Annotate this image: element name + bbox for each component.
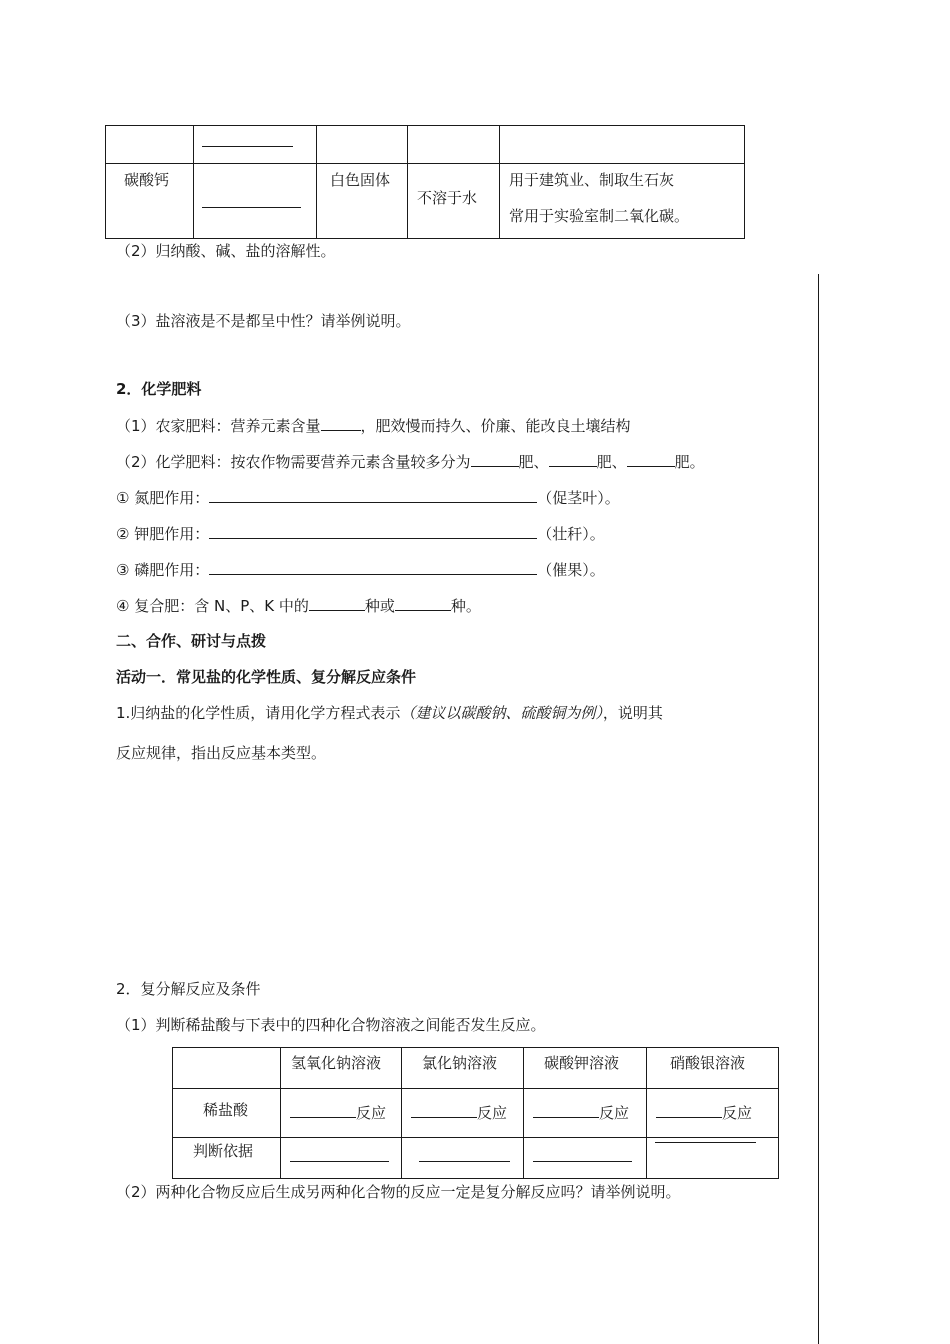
header-text: 硝酸银溶液 bbox=[670, 1054, 746, 1072]
text: 1.归纳盐的化学性质，请用化学方程式表示 bbox=[116, 704, 401, 722]
text: ② 钾肥作用： bbox=[116, 525, 210, 543]
answer-cell bbox=[281, 1138, 402, 1179]
text: ③ 磷肥作用： bbox=[116, 561, 210, 579]
answer-line bbox=[533, 1103, 629, 1122]
header-text: 氢氧化钠溶液 bbox=[291, 1054, 382, 1072]
item2-question1: （1）判断稀盐酸与下表中的四种化合物溶液之间能否发生反应。 bbox=[116, 1016, 546, 1034]
formula-blank[interactable] bbox=[202, 207, 301, 208]
table-header-cell bbox=[647, 1048, 779, 1089]
fill-blank[interactable] bbox=[533, 1161, 632, 1162]
text-italic: （建议以碳酸钠、硫酸铜为例） bbox=[400, 704, 603, 722]
fill-blank[interactable] bbox=[209, 488, 537, 503]
answer-cell bbox=[647, 1089, 779, 1138]
formula-blank[interactable] bbox=[202, 146, 293, 147]
text: 肥。 bbox=[674, 453, 705, 471]
fill-blank[interactable] bbox=[395, 596, 451, 611]
fill-blank[interactable] bbox=[209, 524, 537, 539]
answer-line bbox=[411, 1103, 507, 1122]
item1-line1 bbox=[116, 704, 663, 722]
table-header-cell bbox=[281, 1048, 402, 1089]
table-cell-name bbox=[106, 126, 194, 164]
table-cell-uses bbox=[500, 164, 745, 239]
fill-blank[interactable] bbox=[290, 1161, 389, 1162]
answer-cell bbox=[524, 1089, 647, 1138]
row-label: 稀盐酸 bbox=[203, 1101, 249, 1119]
table-header-cell bbox=[524, 1048, 647, 1089]
table-cell-uses bbox=[500, 126, 745, 164]
text: ，肥效慢而持久、价廉、能改良土壤结构 bbox=[360, 417, 631, 435]
fill-blank[interactable] bbox=[290, 1103, 356, 1118]
fill-blank[interactable] bbox=[656, 1103, 722, 1118]
table-cell-appearance bbox=[317, 164, 408, 239]
text: 肥、 bbox=[518, 453, 549, 471]
nitrogen-line bbox=[116, 488, 620, 507]
table-header-cell bbox=[402, 1048, 524, 1089]
table-cell-name bbox=[106, 164, 194, 239]
text: （2）化学肥料：按农作物需要营养元素含量较多分为 bbox=[116, 453, 471, 471]
table-row bbox=[106, 164, 745, 239]
text: ④ 复合肥：含 N、P、K 中的 bbox=[116, 597, 309, 615]
answer-cell bbox=[402, 1138, 524, 1179]
text: 反应 bbox=[722, 1104, 753, 1122]
table-cell-solubility bbox=[408, 164, 500, 239]
fill-blank[interactable] bbox=[655, 1142, 756, 1143]
fill-blank[interactable] bbox=[209, 560, 537, 575]
fill-blank[interactable] bbox=[321, 416, 361, 431]
fill-blank[interactable] bbox=[549, 452, 597, 467]
row-label-cell bbox=[173, 1089, 281, 1138]
table-header-cell bbox=[173, 1048, 281, 1089]
answer-line bbox=[656, 1103, 752, 1122]
phosphorus-line bbox=[116, 560, 605, 579]
table-cell-solubility bbox=[408, 126, 500, 164]
answer-cell bbox=[647, 1138, 779, 1179]
section-heading-fertilizer: 2．化学肥料 bbox=[116, 380, 202, 398]
fill-blank[interactable] bbox=[419, 1161, 510, 1162]
table-cell-formula bbox=[194, 164, 317, 239]
table-row bbox=[173, 1138, 779, 1179]
table-header-row bbox=[173, 1048, 779, 1089]
text: 种。 bbox=[450, 597, 481, 615]
item2-heading: 2．复分解反应及条件 bbox=[116, 980, 261, 998]
chem-fertilizer-line bbox=[116, 452, 705, 471]
fill-blank[interactable] bbox=[471, 452, 519, 467]
header-text: 碳酸钾溶液 bbox=[544, 1054, 620, 1072]
potassium-line bbox=[116, 524, 605, 543]
question-solubility: （2）归纳酸、碱、盐的溶解性。 bbox=[116, 242, 336, 260]
cell-text: 用于建筑业、制取生石灰 bbox=[509, 171, 675, 189]
table-cell-appearance bbox=[317, 126, 408, 164]
cell-text: 碳酸钙 bbox=[124, 171, 170, 189]
text: 反应 bbox=[477, 1104, 508, 1122]
fill-blank[interactable] bbox=[411, 1103, 477, 1118]
text: （壮秆）。 bbox=[537, 525, 605, 543]
section-heading-2: 二、合作、研讨与点拨 bbox=[116, 632, 267, 650]
cell-text: 不溶于水 bbox=[417, 189, 478, 207]
text: 种或 bbox=[364, 597, 395, 615]
farm-fertilizer-line bbox=[116, 416, 631, 435]
answer-line bbox=[290, 1103, 386, 1122]
table-row bbox=[173, 1089, 779, 1138]
text: 反应 bbox=[356, 1104, 387, 1122]
cell-text: 常用于实验室制二氧化碳。 bbox=[509, 207, 690, 225]
answer-cell bbox=[524, 1138, 647, 1179]
salt-properties-table bbox=[105, 125, 745, 239]
table-cell-formula bbox=[194, 126, 317, 164]
reaction-table bbox=[172, 1047, 779, 1179]
row-label: 判断依据 bbox=[193, 1142, 254, 1160]
text: ，说明其 bbox=[602, 704, 663, 722]
row-label-cell bbox=[173, 1138, 281, 1179]
margin-rule bbox=[818, 274, 819, 1344]
item2-question2: （2）两种化合物反应后生成另两种化合物的反应一定是复分解反应吗？请举例说明。 bbox=[116, 1183, 681, 1201]
text: （促茎叶）。 bbox=[537, 489, 620, 507]
question-neutral: （3）盐溶液是不是都呈中性？请举例说明。 bbox=[116, 312, 411, 330]
cell-text: 白色固体 bbox=[330, 171, 391, 189]
text: 肥、 bbox=[596, 453, 627, 471]
fill-blank[interactable] bbox=[627, 452, 675, 467]
text: ① 氮肥作用： bbox=[116, 489, 210, 507]
item1-line2: 反应规律，指出反应基本类型。 bbox=[116, 744, 327, 762]
text: （催果）。 bbox=[537, 561, 605, 579]
activity-heading: 活动一．常见盐的化学性质、复分解反应条件 bbox=[116, 668, 417, 686]
fill-blank[interactable] bbox=[309, 596, 365, 611]
answer-cell bbox=[402, 1089, 524, 1138]
table-row bbox=[106, 126, 745, 164]
text: 反应 bbox=[599, 1104, 630, 1122]
compound-line bbox=[116, 596, 481, 615]
header-text: 氯化钠溶液 bbox=[422, 1054, 498, 1072]
text: （1）农家肥料：营养元素含量 bbox=[116, 417, 321, 435]
answer-cell bbox=[281, 1089, 402, 1138]
fill-blank[interactable] bbox=[533, 1103, 599, 1118]
